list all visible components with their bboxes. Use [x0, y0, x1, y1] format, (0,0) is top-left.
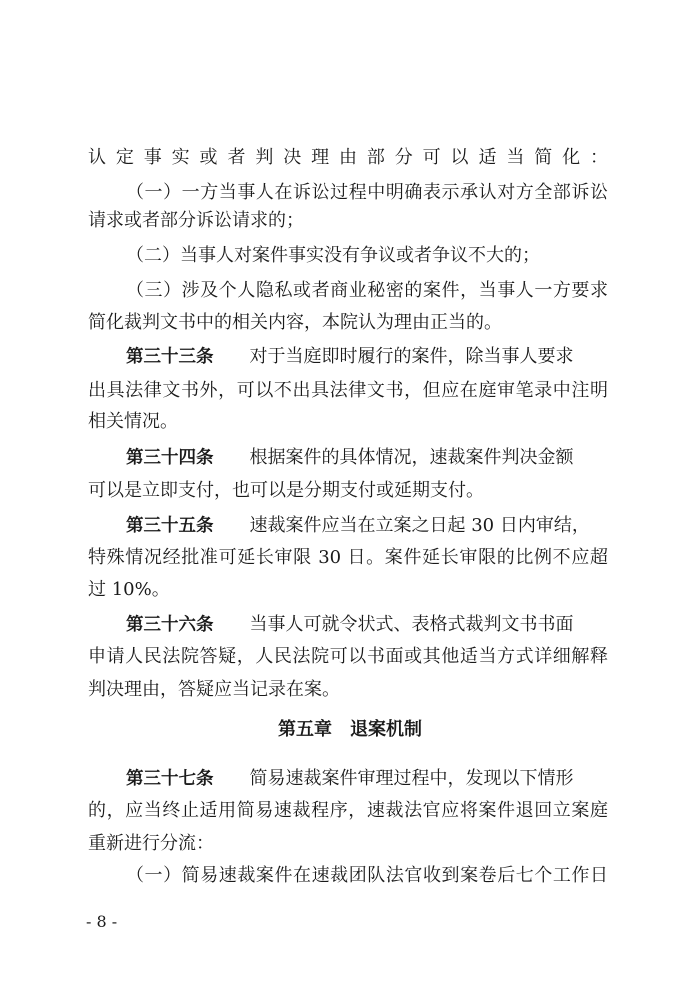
article-37-line [126, 767, 608, 791]
article-36-line [126, 613, 608, 637]
article-heading: 第三十三条 [126, 347, 214, 367]
text-line: 认定事实或者判决理由部分可以适当简化： [88, 147, 608, 168]
text-line: 简化裁判文书中的相关内容，本院认为理由正当的。 [88, 312, 502, 333]
text-line: 可以是立即支付，也可以是分期支付或延期支付。 [88, 480, 484, 501]
text-line: （三）涉及个人隐私或者商业秘密的案件，当事人一方要求 [126, 280, 608, 301]
text-line: 简易速裁案件审理过程中，发现以下情形 [249, 768, 574, 789]
article-heading: 第三十七条 [126, 769, 214, 789]
article-33-line [126, 345, 608, 369]
text-line: 特殊情况经批准可延长审限 30 日。案件延长审限的比例不应超 [88, 547, 608, 568]
text-line: 速裁案件应当在立案之日起 30 日内审结， [249, 515, 590, 536]
article-35-line [126, 514, 608, 538]
text-line: （二）当事人对案件事实没有争议或者争议不大的； [126, 245, 540, 266]
text-line: 出具法律文书外，可以不出具法律文书，但应在庭审笔录中注明 [88, 380, 608, 401]
text-line: 当事人可就令状式、表格式裁判文书书面 [249, 614, 574, 635]
text-line: 重新进行分流： [88, 833, 214, 854]
text-line: 相关情况。 [88, 411, 178, 432]
chapter-heading [0, 718, 700, 742]
article-34-line [126, 446, 608, 470]
page-number: - 8 - [86, 912, 118, 931]
text-line: （一）简易速裁案件在速裁团队法官收到案卷后七个工作日 [126, 865, 608, 886]
article-heading: 第三十四条 [126, 448, 214, 468]
text-line: 申请人民法院答疑，人民法院可以书面或其他适当方式详细解释 [88, 646, 608, 667]
text-line: 判决理由，答疑应当记录在案。 [88, 679, 340, 700]
text-line: 的，应当终止适用简易速裁程序，速裁法官应将案件退回立案庭 [88, 800, 608, 821]
text-line: 请求或者部分诉讼请求的； [88, 210, 304, 231]
text-line: 根据案件的具体情况，速裁案件判决金额 [249, 447, 574, 468]
article-heading: 第三十六条 [126, 615, 214, 635]
chapter-title: 退案机制 [350, 719, 422, 740]
article-heading: 第三十五条 [126, 516, 214, 536]
text-line: 对于当庭即时履行的案件，除当事人要求 [249, 346, 574, 367]
text-line: 过 10%。 [88, 579, 170, 600]
chapter-number: 第五章 [278, 719, 332, 740]
text-line: （一）一方当事人在诉讼过程中明确表示承认对方全部诉讼 [126, 182, 608, 203]
